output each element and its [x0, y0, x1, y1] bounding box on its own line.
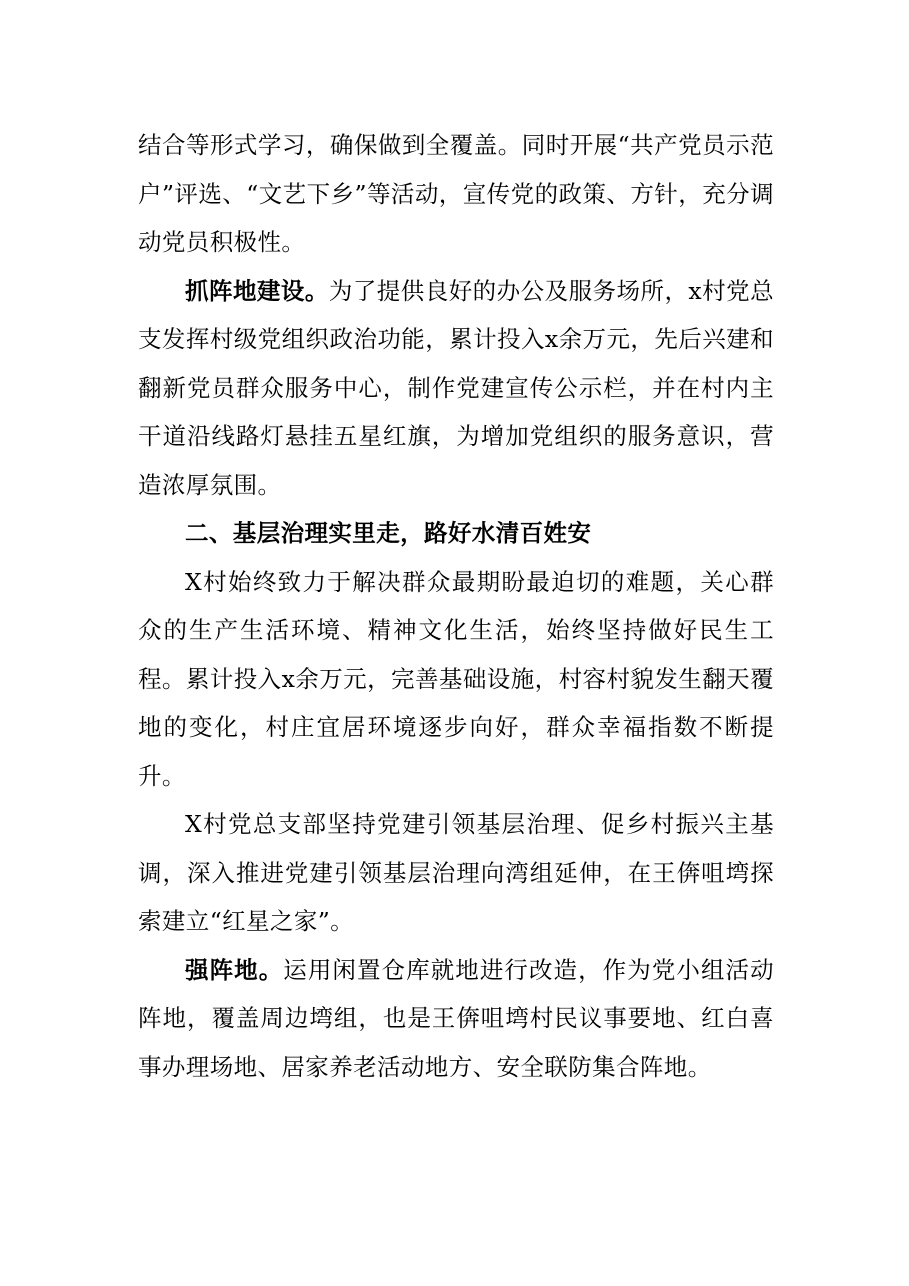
paragraph-village-governance: [138, 558, 774, 801]
paragraph-strengthen-position: [138, 946, 774, 1092]
section-heading: 二、基层治理实里走，路好水清百姓安: [185, 519, 592, 547]
paragraph-lead: 抓阵地建设。: [185, 276, 329, 305]
paragraph-position-building: [138, 267, 774, 510]
paragraph-text: 运用闲置仓库就地进行改造，作为党小组活动阵地，覆盖周边塆组，也是王倴咀塆村民议事要地、红白喜事办理场地、居家养老活动地方、安全联防集合阵地。: [138, 955, 774, 1081]
paragraph-text: 为了提供良好的办公及服务场所，x村党总支发挥村级党组织政治功能，累计投入x余万元，先后兴建和翻新党员群众服务中心，制作党建宣传公示栏，并在村内主干道沿线路灯悬挂五星红旗，为增加党组织的服务意识，营造浓厚氛围。: [138, 276, 774, 499]
paragraph-text: X村始终致力于解决群众最期盼最迫切的难题，关心群众的生产生活环境、精神文化生活，始终坚持做好民生工程。累计投入x余万元，完善基础设施，村容村貌发生翻天覆地的变化，村庄宜居环境逐步向好，群众幸福指数不断提升。: [138, 567, 774, 790]
paragraph-party-branch: [138, 800, 774, 946]
paragraph-continued: [138, 121, 774, 267]
paragraph-text: 结合等形式学习，确保做到全覆盖。同时开展“共产党员示范户”评选、“文艺下乡”等活动，宣传党的政策、方针，充分调动党员积极性。: [138, 131, 774, 256]
paragraph-text: X村党总支部坚持党建引领基层治理、促乡村振兴主基调，深入推进党建引领基层治理向湾组延伸，在王倴咀塆探索建立“红星之家”。: [138, 810, 774, 935]
paragraph-lead: 强阵地。: [185, 955, 284, 984]
document-body: [138, 121, 774, 1091]
